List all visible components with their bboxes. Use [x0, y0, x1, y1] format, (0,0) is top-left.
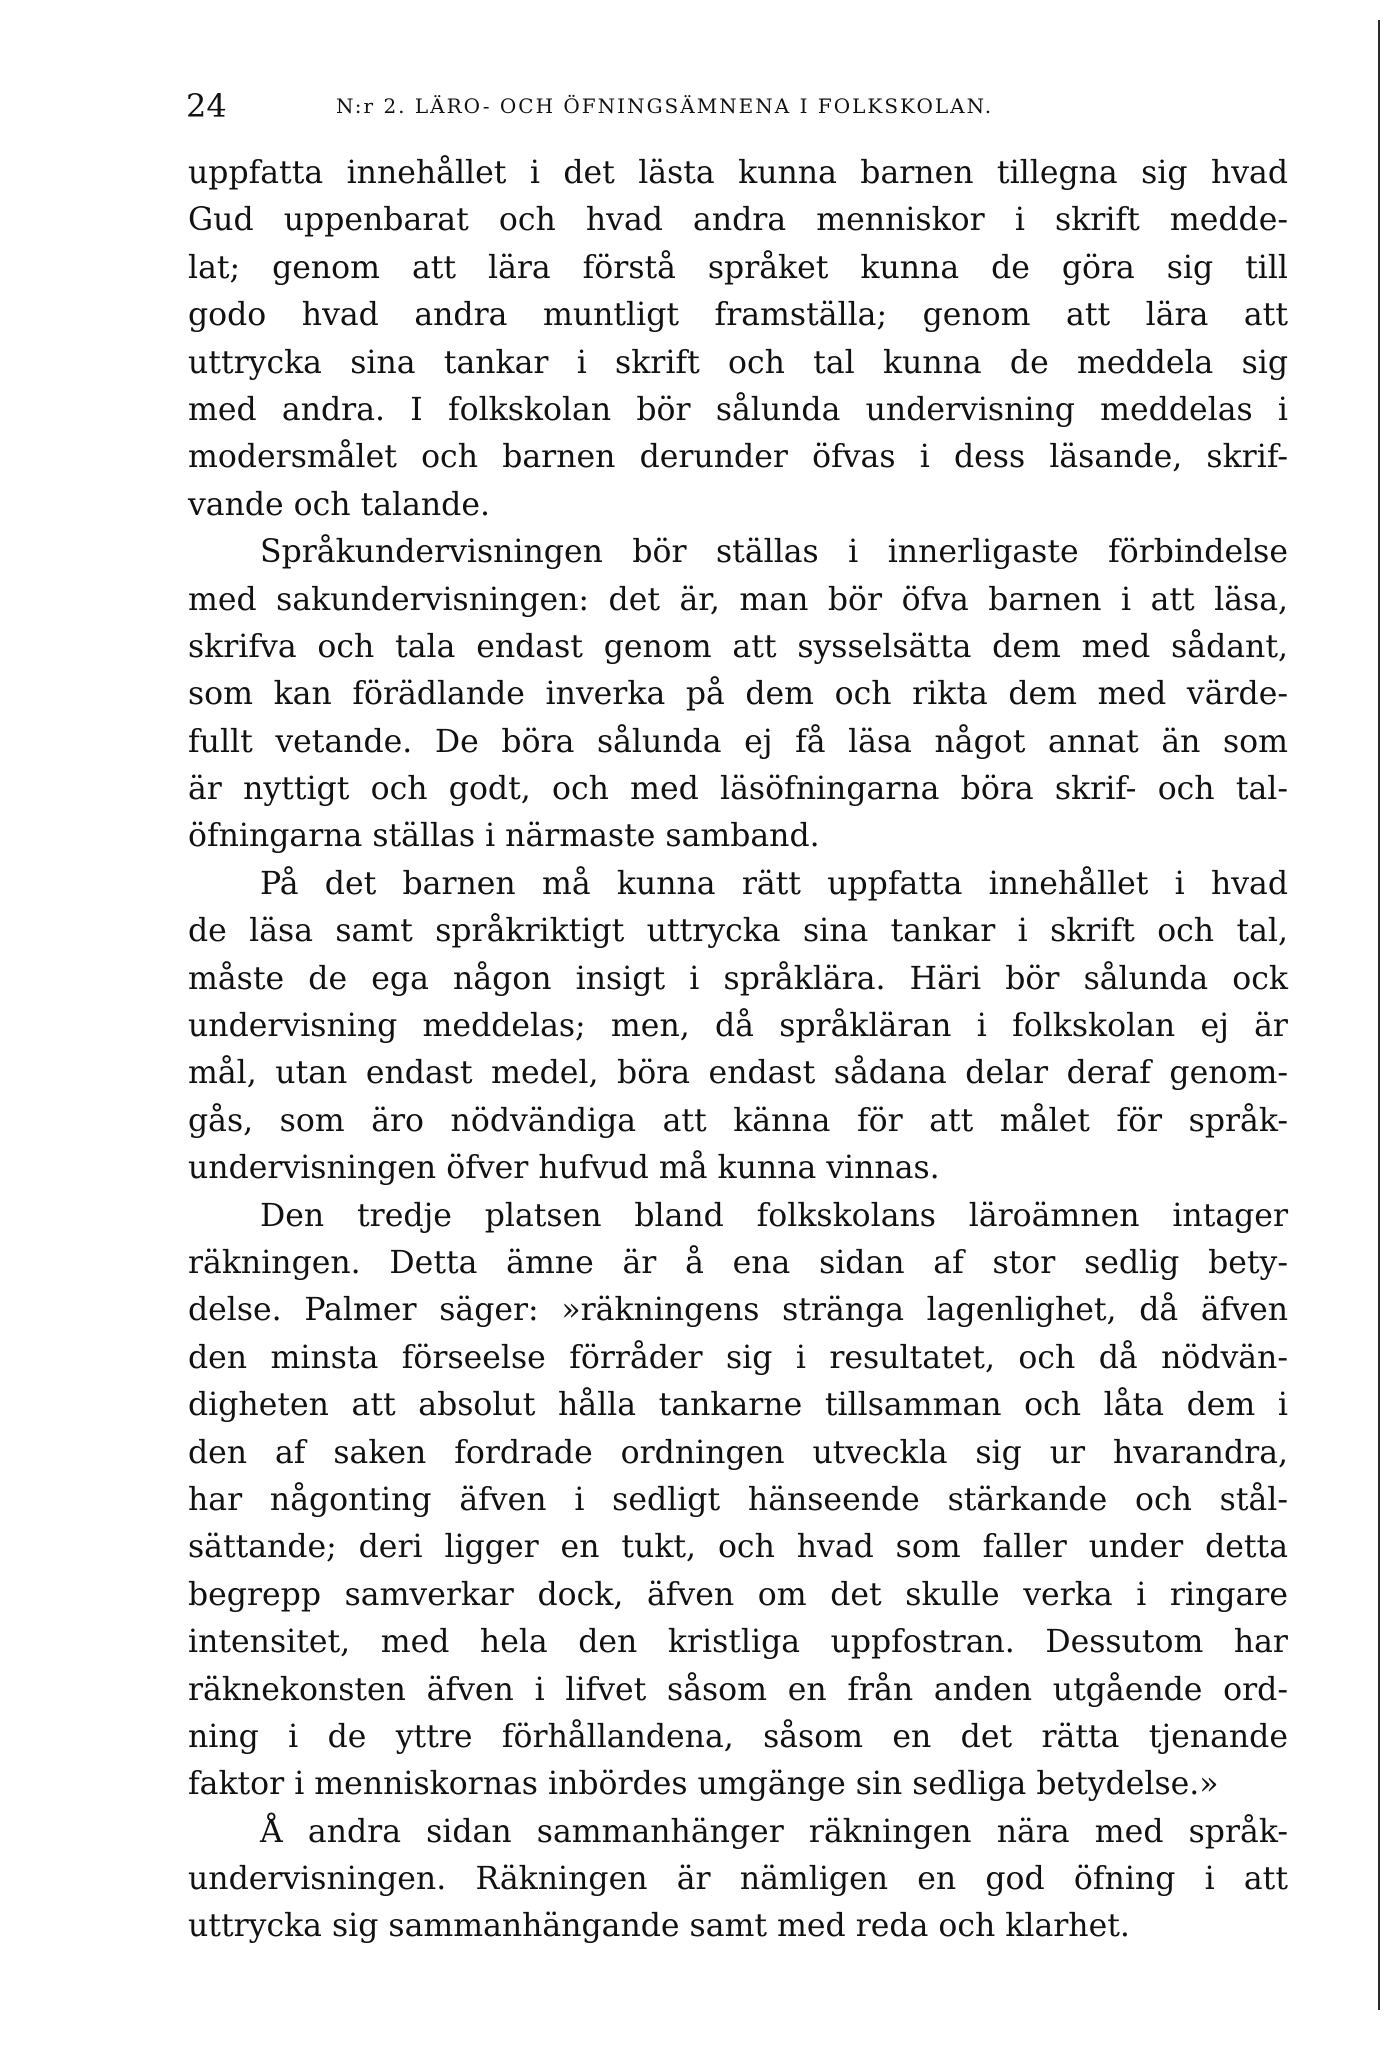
text-line: Å andra sidan sammanhänger räkningen nära med språk-: [260, 1813, 1288, 1850]
text-line: med andra. I folkskolan bör sålunda undervisning meddelas i: [188, 391, 1288, 428]
text-line: uttrycka sina tankar i skrift och tal kunna de meddela sig: [188, 344, 1288, 381]
text-line: mål, utan endast medel, böra endast sådana delar deraf genom-: [188, 1055, 1288, 1092]
text-line: undervisning meddelas; men, då språkläran i folkskolan ej är: [188, 1008, 1288, 1045]
text-line: är nyttigt och godt, och med läsöfningarna böra skrif- och tal-: [188, 771, 1288, 808]
text-line: delse. Palmer säger: »räkningens stränga lagenlighet, då äfven: [188, 1292, 1288, 1329]
text-line: Den tredje platsen bland folkskolans läroämnen intager: [260, 1197, 1288, 1234]
running-head: N:r 2. LÄRO- OCH ÖFNINGSÄMNENA I FOLKSKOLAN.: [336, 94, 994, 118]
text-line: vande och talande.: [188, 486, 490, 523]
text-line: begrepp samverkar dock, äfven om det skulle verka i ringare: [188, 1576, 1288, 1613]
text-line: undervisningen öfver hufvud må kunna vinnas.: [188, 1150, 940, 1187]
text-line: faktor i menniskornas inbördes umgänge sin sedliga betydelse.»: [188, 1766, 1219, 1803]
text-line: räknekonsten äfven i lifvet såsom en från anden utgående ord-: [188, 1671, 1288, 1708]
text-line: undervisningen. Räkningen är nämligen en god öfning i att: [188, 1861, 1288, 1898]
text-line: gås, som äro nödvändiga att känna för att målet för språk-: [188, 1102, 1288, 1139]
text-line: som kan förädlande inverka på dem och rikta dem med värde-: [188, 676, 1288, 713]
text-line: den af saken fordrade ordningen utveckla sig ur hvarandra,: [188, 1434, 1288, 1471]
text-line: uttrycka sig sammanhängande samt med reda och klarhet.: [188, 1908, 1130, 1945]
text-line: modersmålet och barnen derunder öfvas i dess läsande, skrif-: [188, 439, 1288, 476]
text-line: sättande; deri ligger en tukt, och hvad som faller under detta: [188, 1529, 1288, 1566]
text-line: uppfatta innehållet i det lästa kunna barnen tillegna sig hvad: [188, 155, 1288, 191]
text-line: Språkundervisningen bör ställas i innerligaste förbindelse: [260, 534, 1288, 571]
text-line: måste de ega någon insigt i språklära. Häri bör sålunda ock: [188, 960, 1288, 997]
text-line: På det barnen må kunna rätt uppfatta innehållet i hvad: [260, 865, 1288, 902]
text-line: digheten att absolut hålla tankarne tillsamman och låta dem i: [188, 1387, 1288, 1424]
text-line: skrifva och tala endast genom att sysselsätta dem med sådant,: [188, 628, 1288, 665]
text-line: ning i de yttre förhållandena, såsom en det rätta tjenande: [188, 1718, 1288, 1755]
text-line: har någonting äfven i sedligt hänseende stärkande och stål-: [188, 1481, 1288, 1518]
page-header: [186, 86, 1286, 126]
page-number: 24: [186, 87, 227, 125]
text-line: med sakundervisningen: det är, man bör öfva barnen i att läsa,: [188, 581, 1288, 618]
text-line: den minsta förseelse förråder sig i resultatet, och då nödvän-: [188, 1339, 1288, 1376]
text-line: räkningen. Detta ämne är å ena sidan af stor sedlig bety-: [188, 1244, 1288, 1281]
text-line: intensitet, med hela den kristliga uppfostran. Dessutom har: [188, 1624, 1288, 1661]
text-line: lat; genom att lära förstå språket kunna de göra sig till: [188, 249, 1288, 286]
text-line: öfningarna ställas i närmaste samband.: [188, 818, 820, 855]
text-line: de läsa samt språkriktigt uttrycka sina tankar i skrift och tal,: [188, 913, 1288, 950]
text-line: fullt vetande. De böra sålunda ej få läsa något annat än som: [188, 723, 1288, 760]
text-line: godo hvad andra muntligt framställa; genom att lära att: [188, 297, 1288, 334]
page-edge-rule: [1378, 20, 1380, 2010]
body-text: [188, 150, 1288, 1951]
text-line: Gud uppenbarat och hvad andra menniskor i skrift medde-: [188, 202, 1288, 239]
